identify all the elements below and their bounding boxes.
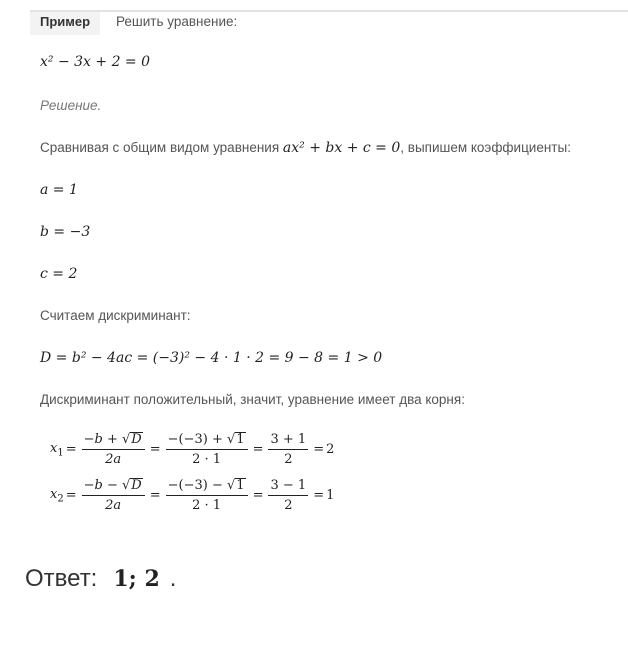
x2-fraction-general: $\frac{-b - √D}{2a}$ bbox=[82, 478, 145, 513]
example-tab: Пример bbox=[30, 12, 100, 35]
x2-fraction-substituted: $\frac{-(-3) - √1}{2 \cdot 1}$ bbox=[166, 478, 248, 513]
coefficient-b: b = −3 bbox=[40, 224, 91, 240]
answer-value: 1; 2 bbox=[113, 566, 160, 592]
x2-result: 1 bbox=[326, 488, 335, 504]
discriminant-formula: D = b² − 4ac = (−3)² − 4 · 1 · 2 = 9 − 8 = 1 > 0 bbox=[40, 350, 383, 366]
top-divider bbox=[30, 10, 628, 12]
root-x1-formula: $x_1$ = $\frac{-b + √D}{2a}$ = $\frac{-(-3) + √1}{2 \cdot 1}$ = $\frac{3 + 1}{2}$ = 2 bbox=[50, 432, 335, 468]
answer-label: Ответ: bbox=[25, 565, 98, 592]
compare-suffix: , выпишем коэффициенты: bbox=[400, 140, 571, 155]
x2-fraction-simplified: $\frac{3 - 1}{2}$ bbox=[270, 478, 307, 514]
root-x2-formula: $x_2$ = $\frac{-b - √D}{2a}$ = $\frac{-(-3) - √1}{2 \cdot 1}$ = $\frac{3 - 1}{2}$ = 1 bbox=[50, 478, 335, 514]
discriminant-label: Считаем дискриминант: bbox=[40, 308, 191, 323]
compare-prefix: Сравнивая с общим видом уравнения bbox=[40, 140, 280, 155]
x1-result: 2 bbox=[326, 442, 335, 458]
root-x1-symbol: $x_1$ bbox=[50, 440, 64, 459]
x1-fraction-general: $\frac{-b + √D}{2a}$ bbox=[82, 432, 145, 467]
solution-label: Решение. bbox=[40, 98, 102, 113]
task-text: Решить уравнение: bbox=[116, 14, 238, 29]
roots-label: Дискриминант положительный, значит, уравнение имеет два корня: bbox=[40, 392, 465, 407]
root-x2-symbol: $x_2$ bbox=[50, 486, 64, 505]
coefficient-a: a = 1 bbox=[40, 182, 78, 198]
x1-fraction-substituted: $\frac{-(-3) + √1}{2 \cdot 1}$ bbox=[166, 432, 248, 467]
equation: x² − 3x + 2 = 0 bbox=[40, 54, 151, 70]
coefficient-c: c = 2 bbox=[40, 266, 78, 282]
answer-period: . bbox=[169, 565, 177, 592]
x1-fraction-simplified: $\frac{3 + 1}{2}$ bbox=[270, 432, 307, 468]
compare-line bbox=[40, 140, 571, 156]
answer-line bbox=[25, 565, 176, 593]
general-formula: ax² + bx + c = 0 bbox=[282, 140, 401, 156]
